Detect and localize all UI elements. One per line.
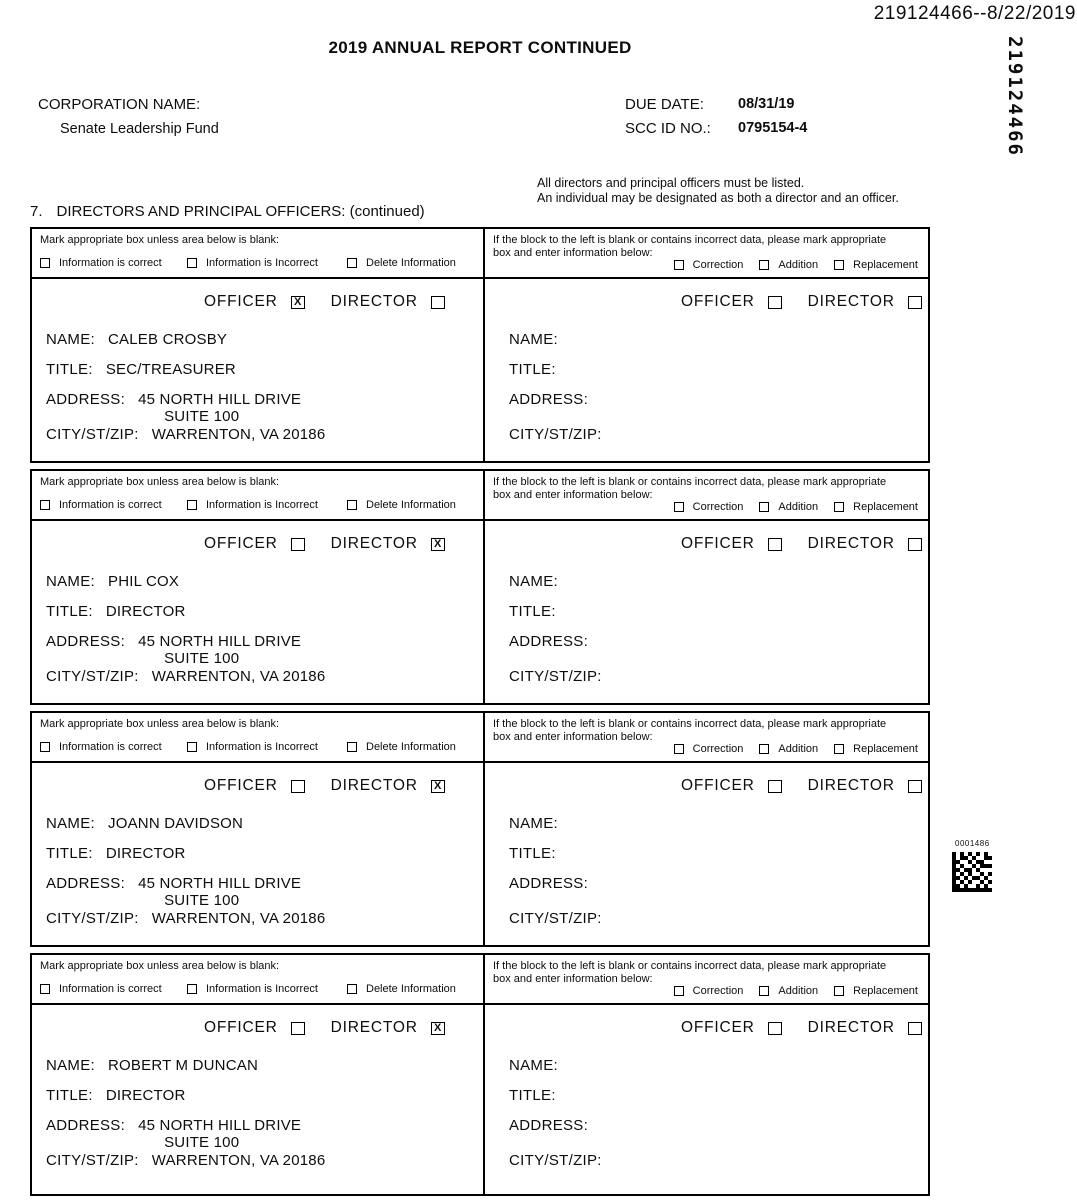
address-field — [509, 633, 588, 650]
officer-label: OFFICER — [204, 293, 278, 310]
name-value: ROBERT M DUNCAN — [108, 1057, 258, 1074]
due-date-value: 08/31/19 — [738, 96, 795, 112]
right-instruction-text: If the block to the left is blank or contains incorrect data, please mark appropriate box and enter information below: — [493, 718, 887, 743]
city-st-zip-label: CITY/ST/ZIP: — [509, 1152, 602, 1169]
right-instruction-cell — [485, 955, 928, 1003]
addition-option — [759, 259, 818, 271]
section-heading — [30, 203, 425, 220]
replacement-label: Replacement — [853, 501, 918, 513]
director-checkbox[interactable]: X — [431, 538, 445, 551]
delete-information-checkbox[interactable] — [347, 500, 357, 510]
officer-record-block — [30, 953, 930, 1196]
title-field — [509, 361, 556, 378]
name-value: CALEB CROSBY — [108, 331, 228, 348]
addition-checkbox[interactable] — [759, 502, 769, 512]
correction-options-row — [674, 259, 918, 271]
name-label: NAME: — [509, 573, 559, 590]
name-field — [509, 1057, 558, 1074]
title-field — [46, 603, 185, 620]
address-label: ADDRESS: — [46, 633, 126, 650]
corporation-name-value: Senate Leadership Fund — [60, 121, 219, 137]
existing-record-cell — [32, 1005, 485, 1194]
existing-record-cell — [32, 763, 485, 945]
city-st-zip-label: CITY/ST/ZIP: — [509, 910, 602, 927]
addition-option — [759, 985, 818, 997]
name-value: PHIL COX — [108, 573, 180, 590]
name-field — [509, 573, 558, 590]
address-line-2: SUITE 100 — [164, 1134, 240, 1151]
director-checkbox[interactable] — [431, 296, 445, 309]
city-st-zip-label: CITY/ST/ZIP: — [509, 426, 602, 443]
title-label: TITLE: — [46, 603, 93, 620]
information-correct-label: Information is correct — [59, 499, 162, 511]
scc-id-label: SCC ID NO.: — [625, 120, 711, 137]
replacement-label: Replacement — [853, 259, 918, 271]
name-label: NAME: — [46, 815, 96, 832]
name-label: NAME: — [509, 331, 559, 348]
address-label: ADDRESS: — [509, 633, 589, 650]
information-correct-option — [40, 499, 162, 511]
address-field — [46, 875, 301, 909]
city-st-zip-field — [509, 426, 602, 443]
replacement-label: Replacement — [853, 743, 918, 755]
delete-information-option — [347, 499, 456, 511]
officer-label: OFFICER — [204, 535, 278, 552]
addition-label: Addition — [778, 985, 819, 997]
information-incorrect-checkbox[interactable] — [187, 984, 197, 994]
director-checkbox[interactable] — [908, 780, 922, 793]
replacement-record-cell — [485, 521, 928, 703]
left-instruction-cell — [32, 471, 485, 519]
officer-director-row — [204, 1019, 445, 1037]
city-st-zip-label: CITY/ST/ZIP: — [46, 668, 139, 685]
information-correct-option — [40, 257, 162, 269]
name-field — [46, 573, 179, 590]
information-incorrect-checkbox[interactable] — [187, 258, 197, 268]
address-label: ADDRESS: — [509, 391, 589, 408]
director-checkbox[interactable] — [908, 1022, 922, 1035]
officer-director-row — [681, 293, 922, 311]
information-incorrect-label: Information is Incorrect — [206, 741, 318, 753]
address-value — [138, 633, 301, 667]
city-st-zip-label: CITY/ST/ZIP: — [509, 668, 602, 685]
replacement-option — [834, 743, 918, 755]
title-label: TITLE: — [509, 361, 556, 378]
replacement-checkbox[interactable] — [834, 502, 844, 512]
correction-label: Correction — [692, 501, 744, 513]
title-label: TITLE: — [46, 1087, 93, 1104]
delete-information-checkbox[interactable] — [347, 984, 357, 994]
right-instruction-text: If the block to the left is blank or contains incorrect data, please mark appropriate box and enter information below: — [493, 234, 887, 259]
officers-table — [30, 227, 930, 1196]
correction-checkbox[interactable] — [674, 502, 684, 512]
officer-checkbox[interactable] — [291, 538, 305, 551]
title-field — [46, 1087, 185, 1104]
city-st-zip-value: WARRENTON, VA 20186 — [151, 910, 326, 927]
director-label: DIRECTOR — [330, 1019, 418, 1036]
left-instruction-text: Mark appropriate box unless area below is blank: — [40, 476, 280, 488]
director-label: DIRECTOR — [330, 293, 418, 310]
address-field — [46, 1117, 301, 1151]
director-label: DIRECTOR — [330, 535, 418, 552]
datamatrix-barcode-icon — [952, 852, 992, 892]
due-date-label: DUE DATE: — [625, 96, 704, 113]
delete-information-option — [347, 983, 456, 995]
title-field — [46, 845, 185, 862]
officer-director-row — [681, 535, 922, 553]
information-incorrect-option — [187, 257, 318, 269]
replacement-checkbox[interactable] — [834, 260, 844, 270]
name-field — [509, 815, 558, 832]
city-st-zip-label: CITY/ST/ZIP: — [46, 910, 139, 927]
notice-line-2: An individual may be designated as both a director and an officer. — [537, 191, 899, 205]
right-instruction-cell — [485, 471, 928, 519]
existing-record-cell — [32, 521, 485, 703]
director-checkbox[interactable]: X — [431, 780, 445, 793]
title-field — [509, 845, 556, 862]
block-instruction-row — [32, 713, 928, 763]
block-instruction-row — [32, 471, 928, 521]
title-field — [509, 603, 556, 620]
city-st-zip-field — [509, 668, 602, 685]
right-instruction-text: If the block to the left is blank or contains incorrect data, please mark appropriate box and enter information below: — [493, 960, 887, 985]
delete-information-option — [347, 257, 456, 269]
title-value: SEC/TREASURER — [105, 361, 236, 378]
scan-id-date: 219124466--8/22/2019 — [873, 3, 1076, 24]
director-label: DIRECTOR — [807, 535, 895, 552]
name-field — [509, 331, 558, 348]
block-data-row — [32, 763, 928, 945]
correction-label: Correction — [692, 259, 744, 271]
section-number: 7. — [30, 203, 43, 220]
block-instruction-row — [32, 955, 928, 1005]
name-label: NAME: — [46, 573, 96, 590]
information-incorrect-checkbox[interactable] — [187, 742, 197, 752]
addition-label: Addition — [778, 259, 819, 271]
delete-information-checkbox[interactable] — [347, 258, 357, 268]
correction-option — [674, 501, 744, 513]
officer-checkbox[interactable] — [768, 296, 782, 309]
information-correct-checkbox[interactable] — [40, 742, 50, 752]
left-instruction-text: Mark appropriate box unless area below is blank: — [40, 234, 280, 246]
left-instruction-text: Mark appropriate box unless area below is blank: — [40, 960, 280, 972]
corporation-name-label: CORPORATION NAME: — [38, 96, 201, 113]
information-incorrect-option — [187, 741, 318, 753]
addition-option — [759, 501, 818, 513]
replacement-checkbox[interactable] — [834, 744, 844, 754]
title-field — [509, 1087, 556, 1104]
correction-label: Correction — [692, 985, 744, 997]
officer-checkbox[interactable]: X — [291, 296, 305, 309]
block-data-row — [32, 521, 928, 703]
correction-option — [674, 743, 744, 755]
officer-label: OFFICER — [681, 777, 755, 794]
city-st-zip-value: WARRENTON, VA 20186 — [151, 668, 326, 685]
information-incorrect-label: Information is Incorrect — [206, 257, 318, 269]
title-label: TITLE: — [46, 845, 93, 862]
title-value: DIRECTOR — [105, 1087, 186, 1104]
address-label: ADDRESS: — [509, 1117, 589, 1134]
city-st-zip-field — [46, 426, 325, 443]
addition-label: Addition — [778, 501, 819, 513]
correction-checkbox[interactable] — [674, 744, 684, 754]
address-field — [509, 1117, 588, 1134]
officer-checkbox[interactable] — [768, 538, 782, 551]
officer-checkbox[interactable] — [768, 780, 782, 793]
name-label: NAME: — [509, 815, 559, 832]
city-st-zip-value: WARRENTON, VA 20186 — [151, 426, 326, 443]
right-instruction-text: If the block to the left is blank or contains incorrect data, please mark appropriate box and enter information below: — [493, 476, 887, 501]
officer-label: OFFICER — [204, 777, 278, 794]
correction-options-row — [674, 985, 918, 997]
replacement-option — [834, 501, 918, 513]
name-label: NAME: — [509, 1057, 559, 1074]
officer-record-block — [30, 711, 930, 947]
name-value: JOANN DAVIDSON — [108, 815, 244, 832]
information-correct-label: Information is correct — [59, 741, 162, 753]
information-incorrect-checkbox[interactable] — [187, 500, 197, 510]
officer-record-block — [30, 469, 930, 705]
delete-information-label: Delete Information — [366, 983, 456, 995]
officer-label: OFFICER — [681, 1019, 755, 1036]
block-data-row — [32, 279, 928, 461]
officer-record-block — [30, 227, 930, 463]
correction-label: Correction — [692, 743, 744, 755]
information-incorrect-label: Information is Incorrect — [206, 499, 318, 511]
information-incorrect-option — [187, 499, 318, 511]
officer-director-row — [204, 293, 445, 311]
vertical-document-id: 219124466 — [1004, 36, 1026, 157]
title-field — [46, 361, 236, 378]
information-incorrect-label: Information is Incorrect — [206, 983, 318, 995]
addition-label: Addition — [778, 743, 819, 755]
officer-label: OFFICER — [204, 1019, 278, 1036]
delete-information-checkbox[interactable] — [347, 742, 357, 752]
addition-checkbox[interactable] — [759, 744, 769, 754]
name-label: NAME: — [46, 331, 96, 348]
page-title: 2019 ANNUAL REPORT CONTINUED — [328, 38, 632, 57]
right-instruction-cell — [485, 229, 928, 277]
addition-checkbox[interactable] — [759, 260, 769, 270]
director-checkbox[interactable] — [908, 538, 922, 551]
replacement-record-cell — [485, 763, 928, 945]
information-correct-label: Information is correct — [59, 257, 162, 269]
title-label: TITLE: — [509, 845, 556, 862]
city-st-zip-field — [46, 1152, 325, 1169]
address-line-2: SUITE 100 — [164, 408, 240, 425]
city-st-zip-label: CITY/ST/ZIP: — [46, 1152, 139, 1169]
address-value — [138, 1117, 301, 1151]
information-correct-checkbox[interactable] — [40, 984, 50, 994]
city-st-zip-value: WARRENTON, VA 20186 — [151, 1152, 326, 1169]
address-line-1: 45 NORTH HILL DRIVE — [138, 633, 302, 650]
correction-option — [674, 259, 744, 271]
title-label: TITLE: — [46, 361, 93, 378]
name-field — [46, 815, 243, 832]
name-field — [46, 331, 227, 348]
replacement-option — [834, 985, 918, 997]
barcode-label: 0001486 — [955, 839, 990, 848]
officer-label: OFFICER — [681, 535, 755, 552]
information-correct-checkbox[interactable] — [40, 258, 50, 268]
left-instruction-cell — [32, 955, 485, 1003]
replacement-label: Replacement — [853, 985, 918, 997]
title-label: TITLE: — [509, 1087, 556, 1104]
correction-options-row — [674, 743, 918, 755]
correction-options-row — [674, 501, 918, 513]
address-value — [138, 391, 301, 425]
officer-checkbox[interactable] — [768, 1022, 782, 1035]
section-title: DIRECTORS AND PRINCIPAL OFFICERS: (continued) — [56, 203, 425, 220]
replacement-record-cell — [485, 279, 928, 461]
director-label: DIRECTOR — [330, 777, 418, 794]
name-field — [46, 1057, 258, 1074]
left-instruction-text: Mark appropriate box unless area below is blank: — [40, 718, 280, 730]
title-value: DIRECTOR — [105, 603, 186, 620]
officer-label: OFFICER — [681, 293, 755, 310]
address-line-2: SUITE 100 — [164, 892, 240, 909]
city-st-zip-label: CITY/ST/ZIP: — [46, 426, 139, 443]
officer-checkbox[interactable] — [291, 1022, 305, 1035]
right-instruction-cell — [485, 713, 928, 761]
city-st-zip-field — [509, 910, 602, 927]
correction-checkbox[interactable] — [674, 986, 684, 996]
left-instruction-cell — [32, 229, 485, 277]
block-data-row — [32, 1005, 928, 1194]
replacement-option — [834, 259, 918, 271]
address-label: ADDRESS: — [46, 391, 126, 408]
address-line-1: 45 NORTH HILL DRIVE — [138, 875, 302, 892]
officer-director-row — [681, 777, 922, 795]
address-field — [46, 391, 301, 425]
address-label: ADDRESS: — [46, 875, 126, 892]
correction-option — [674, 985, 744, 997]
director-label: DIRECTOR — [807, 777, 895, 794]
address-field — [509, 391, 588, 408]
scc-id-value: 0795154-4 — [738, 120, 808, 136]
notice-line-1: All directors and principal officers must be listed. — [537, 176, 805, 190]
information-incorrect-option — [187, 983, 318, 995]
block-instruction-row — [32, 229, 928, 279]
city-st-zip-field — [46, 910, 325, 927]
title-value: DIRECTOR — [105, 845, 186, 862]
addition-checkbox[interactable] — [759, 986, 769, 996]
city-st-zip-field — [509, 1152, 602, 1169]
delete-information-label: Delete Information — [366, 257, 456, 269]
address-label: ADDRESS: — [509, 875, 589, 892]
director-label: DIRECTOR — [807, 1019, 895, 1036]
director-label: DIRECTOR — [807, 293, 895, 310]
information-correct-label: Information is correct — [59, 983, 162, 995]
officer-director-row — [204, 777, 445, 795]
address-field — [509, 875, 588, 892]
address-line-1: 45 NORTH HILL DRIVE — [138, 391, 302, 408]
correction-checkbox[interactable] — [674, 260, 684, 270]
information-correct-option — [40, 741, 162, 753]
address-label: ADDRESS: — [46, 1117, 126, 1134]
information-correct-option — [40, 983, 162, 995]
listing-notice — [537, 176, 937, 206]
address-field — [46, 633, 301, 667]
left-instruction-cell — [32, 713, 485, 761]
replacement-record-cell — [485, 1005, 928, 1194]
information-correct-checkbox[interactable] — [40, 500, 50, 510]
delete-information-option — [347, 741, 456, 753]
name-label: NAME: — [46, 1057, 96, 1074]
director-checkbox[interactable]: X — [431, 1022, 445, 1035]
address-line-2: SUITE 100 — [164, 650, 240, 667]
addition-option — [759, 743, 818, 755]
officer-director-row — [681, 1019, 922, 1037]
address-line-1: 45 NORTH HILL DRIVE — [138, 1117, 302, 1134]
officer-director-row — [204, 535, 445, 553]
title-label: TITLE: — [509, 603, 556, 620]
existing-record-cell — [32, 279, 485, 461]
city-st-zip-field — [46, 668, 325, 685]
replacement-checkbox[interactable] — [834, 986, 844, 996]
address-value — [138, 875, 301, 909]
director-checkbox[interactable] — [908, 296, 922, 309]
delete-information-label: Delete Information — [366, 741, 456, 753]
delete-information-label: Delete Information — [366, 499, 456, 511]
officer-checkbox[interactable] — [291, 780, 305, 793]
